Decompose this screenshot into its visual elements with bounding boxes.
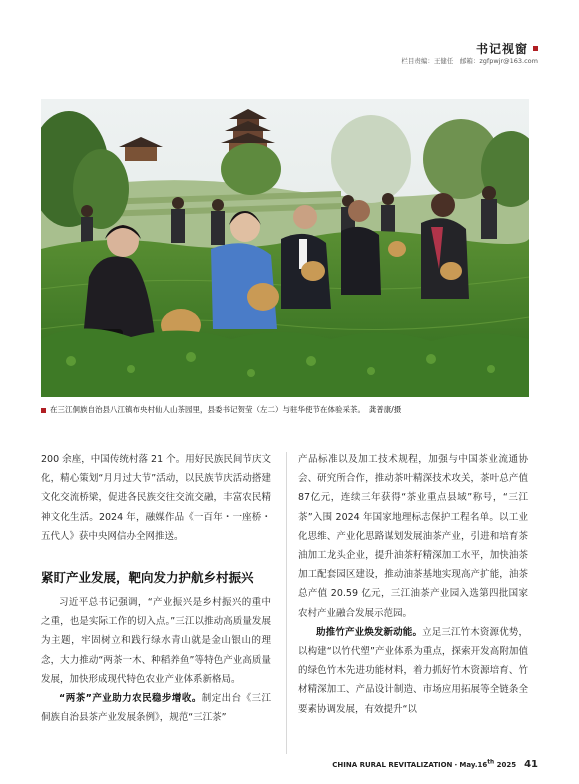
section-title: 紧盯产业发展，靶向发力护航乡村振兴 xyxy=(41,570,254,586)
caption-text: 在三江侗族自治县八江镇布央村仙人山茶园里，县委书记贺莹（左二）与驻华使节在体验采茶。 龚普康/摄 xyxy=(50,405,402,414)
right-column xyxy=(298,450,528,719)
left-column xyxy=(41,450,271,727)
column-divider xyxy=(286,452,287,754)
left-paragraph-2: 习近平总书记强调，“产业振兴是乡村振兴的重中之重，也是实际工作的切入点。”三江以推动高质量发展为主题，牢固树立和践行绿水青山就是金山银山的理念，大力推动“两茶一木、种稻养鱼”等特色产业高质量发展，加快形成现代特色农业产业体系新格局。 xyxy=(41,597,271,685)
left-paragraph-1: 200 余座，中国传统村落 21 个。用好民族民间节庆文化，精心策划“月月过大节”活动，以民族节庆活动搭建文化交流桥梁，促进各民族交往交流交融，丰富农民精神文化生活。2024 年，融媒作品《一百年・一座桥・五代人》获中央网信办全网推送。 xyxy=(41,454,271,542)
left-paragraph-3 xyxy=(41,689,271,727)
page-footer xyxy=(332,759,538,770)
right-paragraph-2 xyxy=(298,623,528,719)
tea-garden-photo xyxy=(41,99,529,397)
tea-industry-lead: “两茶”产业助力农民稳步增收。 xyxy=(59,693,202,705)
right-paragraph-1: 产品标准以及加工技术规程，加强与中国茶业流通协会、研究所合作，推动茶叶精深技术攻关，茶叶总产值 87亿元，连续三年获得“茶业重点县域”称号，“三江茶”入围 2024 年国家地理标志保护工程名单。以工业化思维、产业化思路谋划发展油茶产业，引进和培育茶油加工龙头企业，提升油茶籽精深加工水平，加快油茶加工配套园区建设，推动油茶基地实现高产扩能，油茶总产值 20.59 亿元，三江油茶产业园入选第四批国家农村产业融合发展示范园。 xyxy=(298,454,528,619)
issue-year: 2025 xyxy=(496,761,517,769)
page-number: 41 xyxy=(524,759,538,770)
column-name: 书记视窗 xyxy=(475,42,528,56)
column-title xyxy=(476,40,538,57)
accent-square-icon xyxy=(533,46,538,51)
caption-square-icon xyxy=(41,408,46,413)
editor-info: 栏目责编：王健任 邮箱：zgfpwjr@163.com xyxy=(401,57,538,65)
issue-suffix: th xyxy=(487,759,495,766)
bamboo-industry-lead: 助推竹产业焕发新动能。 xyxy=(316,626,423,638)
magazine-name: CHINA RURAL REVITALIZATION・May.16 xyxy=(332,761,488,769)
tea-industry-text: 制定出台《三江侗族自治县茶产业发展条例》，规范“三江茶” xyxy=(41,693,271,724)
bamboo-industry-text: 立足三江竹木资源优势，以构建“以竹代塑”产业体系为重点，探索开发高附加值的绿色竹木先进功能材料，着力抓好竹木资源培育、竹材精深加工、产品设计制造、市场应用拓展等全链条全要素协调发展，有效提升“以 xyxy=(298,626,528,715)
photo-caption xyxy=(41,404,541,415)
